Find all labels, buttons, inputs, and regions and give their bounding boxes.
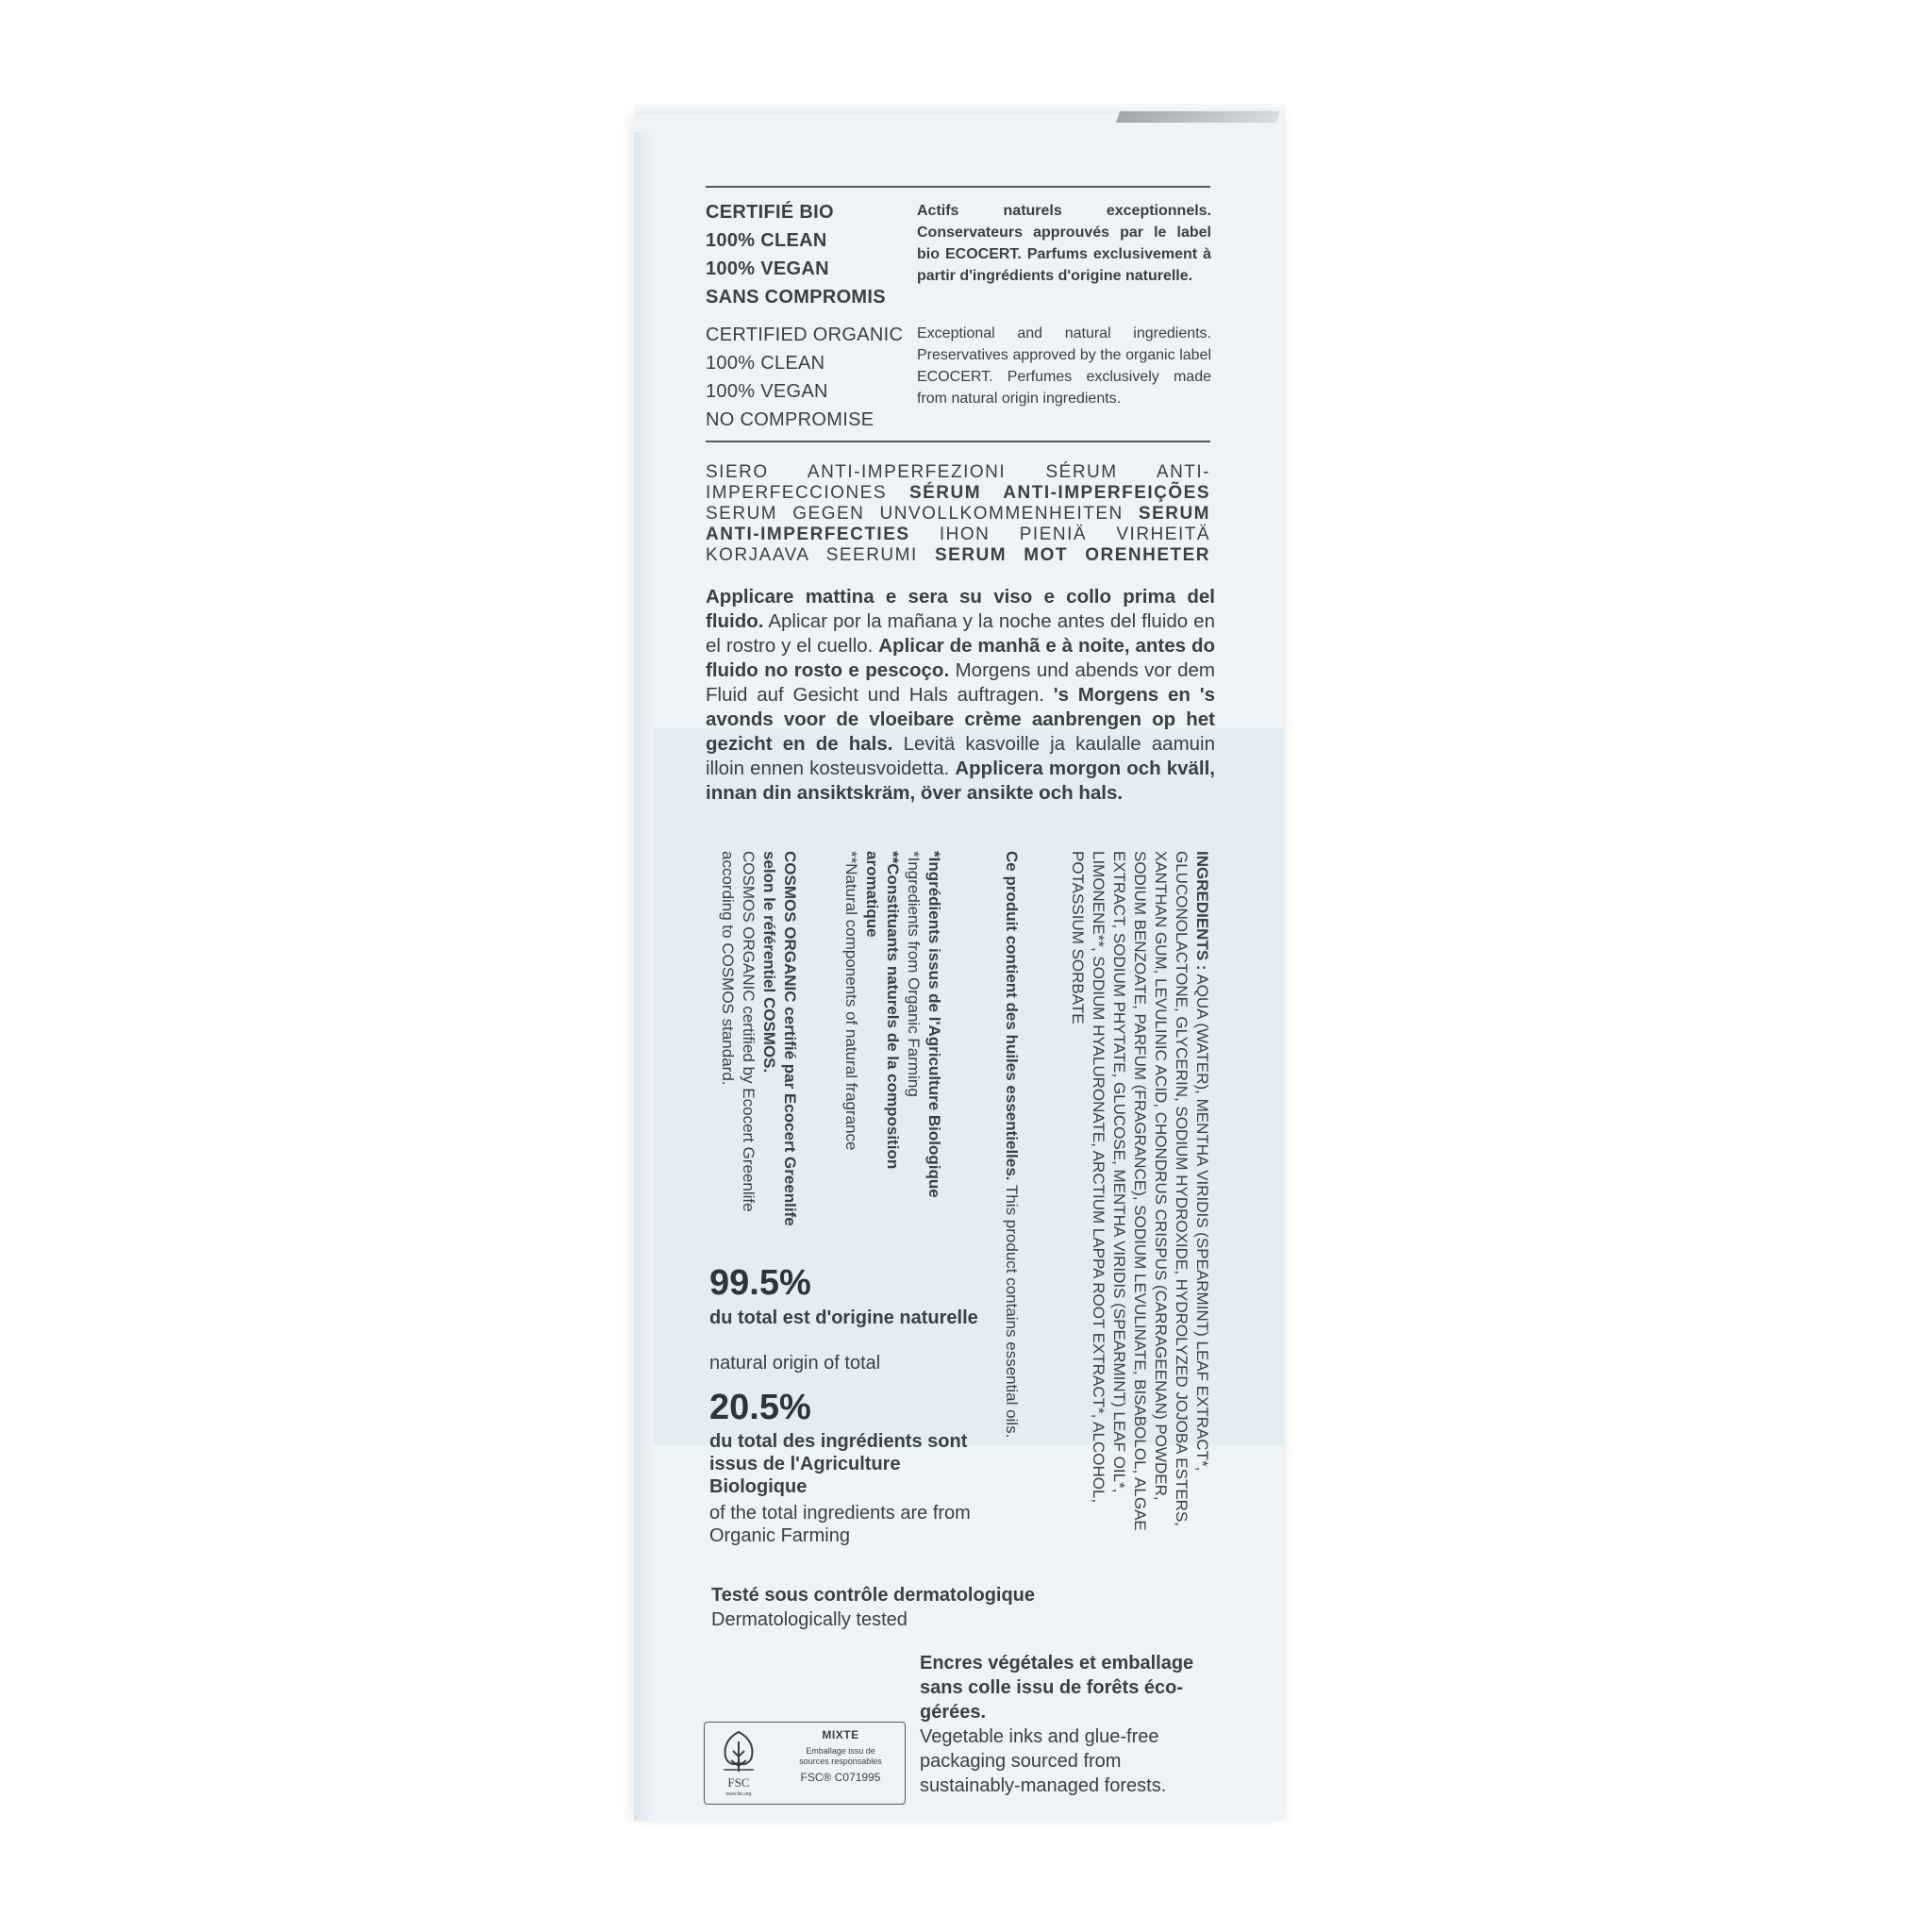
- fsc-tree-icon: [714, 1728, 763, 1798]
- natural-text-fr: du total est d'origine naturelle: [709, 1307, 978, 1328]
- title-nl: SERUM ANTI-IMPERFECTIES: [706, 504, 1211, 544]
- footnote: *Ingredients from Organic Farming: [905, 851, 923, 1097]
- packaging-en: Vegetable inks and glue-free packaging sourced from sustainably-managed forests.: [920, 1726, 1167, 1796]
- usage-de: Morgens und abends vor dem Fluid auf Gesicht und Hals auftragen.: [706, 659, 1215, 706]
- natural-percent: 99.5%: [709, 1263, 811, 1303]
- claim-label: 100% VEGAN: [706, 381, 828, 402]
- derm-tested-fr: Testé sous contrôle dermatologique: [711, 1585, 1036, 1606]
- packaging-info: [920, 1651, 1222, 1798]
- claim-label: CERTIFIED ORGANIC: [706, 325, 904, 345]
- title-sv: SERUM MOT ORENHETER: [934, 545, 1210, 565]
- fsc-line1: Emballage issu de: [806, 1746, 875, 1756]
- oils-en: This product contains essential oils.: [1003, 1184, 1021, 1439]
- title-es: SÉRUM ANTI-IMPERFECCIONES: [706, 462, 1210, 503]
- ingredients-block: [1067, 851, 1212, 1554]
- fsc-mixte: MIXTE: [822, 1728, 859, 1741]
- claims-fr-text: Actifs naturels exceptionnels. Conservateurs approuvés par le label bio ECOCERT. Parfums exclusivement à partir d'ingrédients d'origine naturelle.: [917, 203, 1211, 284]
- usage-sv: Applicera morgon och kväll, innan din ansiktskräm, över ansikte och hals.: [706, 758, 1215, 804]
- organic-text-en: of the total ingredients are from Organic Farming: [709, 1503, 971, 1546]
- packaging-fr: Encres végétales et emballage sans colle issu de forêts éco-gérées.: [920, 1653, 1194, 1723]
- essential-oils-note: [1001, 851, 1022, 1554]
- claim-label: 100% VEGAN: [706, 258, 829, 279]
- oils-fr: Ce produit contient des huiles essentielles.: [1003, 851, 1021, 1181]
- fsc-code: FSC® C071995: [800, 1771, 881, 1784]
- natural-text-en: natural origin of total: [709, 1353, 881, 1374]
- claim-label: 100% CLEAN: [706, 230, 827, 251]
- divider-bottom: [706, 441, 1210, 442]
- claims-fr-labels: [706, 198, 908, 311]
- title-de: SERUM GEGEN UNVOLLKOMMENHEITEN: [706, 504, 1124, 524]
- product-titles: [706, 462, 1210, 566]
- organic-percent: 20.5%: [709, 1388, 811, 1427]
- ingredients-label: INGREDIENTS :: [1193, 851, 1211, 971]
- title-it: SIERO ANTI-IMPERFEZIONI: [706, 462, 1007, 482]
- organic-text-fr: du total des ingrédients sont issus de l'Agriculture Biologique: [709, 1431, 968, 1497]
- claim-label: 100% CLEAN: [706, 353, 825, 374]
- fsc-label: [704, 1722, 906, 1805]
- cosmos-certification: [717, 851, 800, 1247]
- usage-es: Aplicar por la mañana y la noche antes del fluido en el rostro y el cuello.: [706, 610, 1215, 657]
- claim-label: CERTIFIÉ BIO: [706, 202, 834, 223]
- title-fi: IHON PIENIÄ VIRHEITÄ KORJAAVA SEERUMI: [706, 525, 1211, 565]
- flap-shadow: [1116, 111, 1280, 123]
- derm-tested-en: Dermatologically tested: [711, 1609, 908, 1630]
- fsc-site: www.fsc.org: [725, 1791, 752, 1797]
- footnotes: [841, 851, 944, 1247]
- box-side-edge: [634, 132, 653, 1821]
- footnote: *Ingrédients issus de l'Agriculture Biologique: [925, 851, 943, 1198]
- title-pt: SÉRUM ANTI-IMPERFEIÇÕES: [908, 483, 1211, 503]
- claim-label: SANS COMPROMIS: [706, 287, 886, 308]
- usage-pt: Aplicar de manhã e à noite, antes do fluido no rosto e pescoço.: [706, 635, 1215, 681]
- claims-en-labels: [706, 321, 908, 434]
- fsc-text: [780, 1730, 901, 1783]
- divider-top: [706, 186, 1210, 188]
- footnote: **Constituants naturels de la composition aromatique: [863, 851, 902, 1170]
- cosmos-fr: COSMOS ORGANIC certifié par Ecocert Greenlife selon le référentiel COSMOS.: [760, 851, 799, 1226]
- usage-nl: 's Morgens en 's avonds voor de vloeibare crème aanbrengen op het gezicht en de hals.: [706, 684, 1215, 755]
- claims-en-text: Exceptional and natural ingredients. Preservatives approved by the organic label ECOCERT. Perfumes exclusively made from natural origin ingredients.: [917, 325, 1211, 407]
- cosmos-en: COSMOS ORGANIC certified by Ecocert Greenlife according to COSMOS standard.: [719, 851, 758, 1212]
- footnote: **Natural components of natural fragrance: [842, 851, 860, 1151]
- usage-it: Applicare mattina e sera su viso e collo prima del fluido.: [706, 586, 1215, 632]
- usage-fi: Levitä kasvoille ja kaulalle aamuin illoin ennen kosteusvoidetta.: [706, 733, 1216, 779]
- usage-instructions: [706, 585, 1215, 806]
- fsc-brand: FSC: [727, 1775, 750, 1790]
- fsc-line2: sources responsables: [799, 1757, 882, 1766]
- claim-label: NO COMPROMISE: [706, 409, 874, 430]
- ingredients-list: AQUA (WATER), MENTHA VIRIDIS (SPEARMINT) LEAF EXTRACT*, GLUCONOLACTONE, GLYCERIN, SODIUM HYDROXIDE, HYDROLYZED JOJOBA ESTERS, XANTHAN GUM, LEVULINIC ACID, CHONDRUS CRISPUS (CARRAGEENAN) POWDER, SODIUM BENZOATE, PARFUM (FRAGRANCE), SODIUM LEVULINATE, BISABOLOL, ALGAE EXTRACT, SODIUM PHYTATE, GLUCOSE, MENTHA VIRIDIS (SPEARMINT) LEAF OIL*, LIMONENE**, SODIUM HYALURONATE, ARCTIUM LAPPA ROOT EXTRACT*, ALCOHOL, POTASSIUM SORBATE: [1069, 851, 1211, 1531]
